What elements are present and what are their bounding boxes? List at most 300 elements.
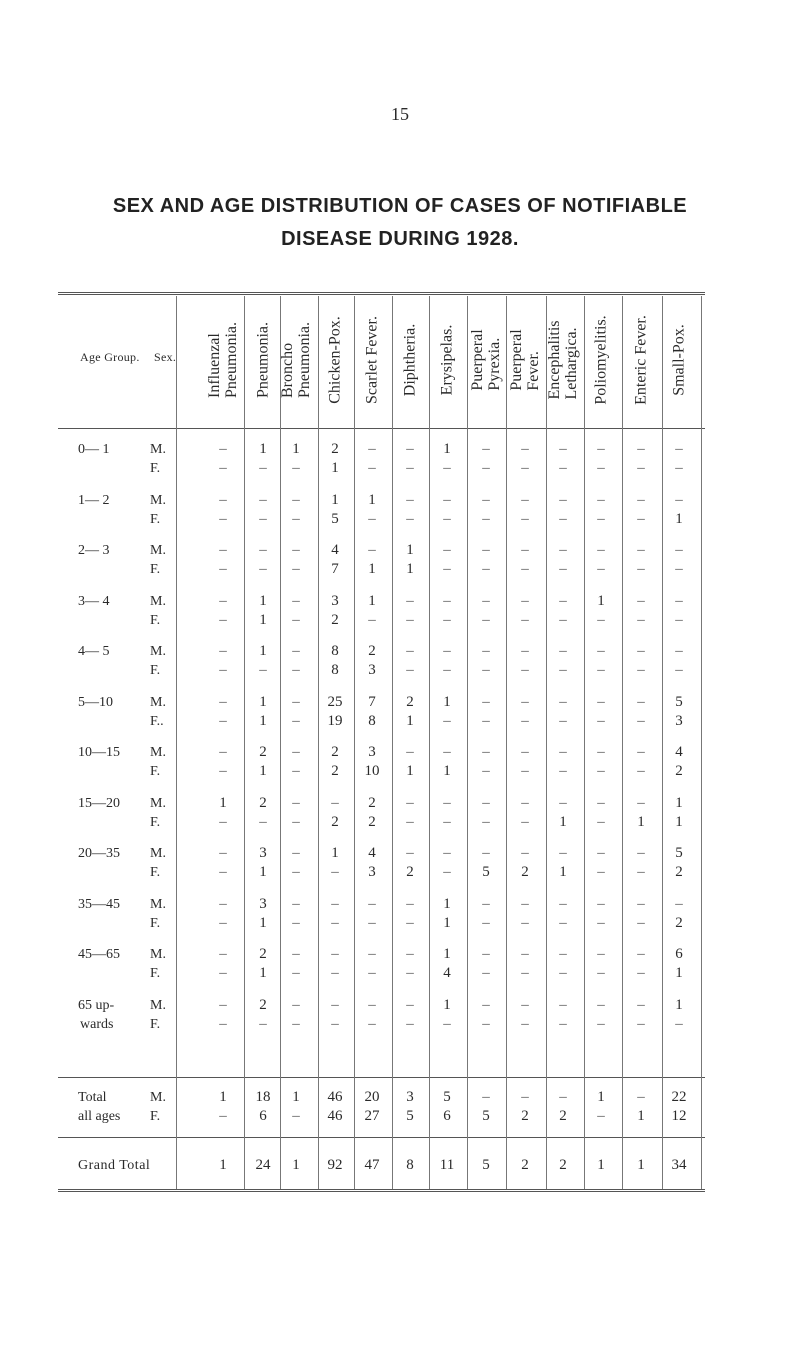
table-cell: – xyxy=(597,510,605,527)
table-cell: – xyxy=(597,996,605,1013)
column-divider xyxy=(429,296,430,1189)
table-cell: – xyxy=(482,460,490,476)
disease-header-label: Small-Pox. xyxy=(670,324,688,396)
table-cell: – xyxy=(292,1015,300,1032)
table-cell: – xyxy=(443,592,451,609)
grand-total-cell: 5 xyxy=(482,1157,490,1173)
table-cell: – xyxy=(597,712,605,729)
table-cell: – xyxy=(482,813,490,830)
total-sex-cell: F. xyxy=(150,1109,161,1124)
table-cell: – xyxy=(292,542,300,558)
table-cell: – xyxy=(675,895,683,912)
table-cell: – xyxy=(443,510,451,527)
grand-total-cell: 2 xyxy=(559,1157,567,1173)
table-cell: – xyxy=(219,965,227,981)
table-cell: – xyxy=(521,510,529,527)
table-cell: – xyxy=(637,460,645,476)
table-cell: – xyxy=(406,744,414,760)
table-cell: – xyxy=(637,611,645,628)
table-cell: 5 xyxy=(482,864,490,880)
table-cell: 2 xyxy=(331,813,339,830)
table-cell: – xyxy=(521,946,529,962)
grand-total-cell: 11 xyxy=(439,1157,455,1173)
column-divider xyxy=(176,296,177,1189)
table-cell: – xyxy=(559,441,567,457)
table-cell: – xyxy=(637,643,645,659)
table-cell: – xyxy=(521,491,529,508)
total-cell: 1 xyxy=(637,1108,645,1124)
total-cell: 5 xyxy=(443,1089,451,1105)
total-cell: 2 xyxy=(521,1108,529,1124)
disease-header xyxy=(278,310,314,410)
sex-cell: M. xyxy=(150,644,166,659)
page-subtitle: DISEASE DURING 1928. xyxy=(281,228,519,250)
table-cell: – xyxy=(482,491,490,508)
table-cell: 1 xyxy=(675,996,683,1013)
sex-cell: F. xyxy=(150,865,161,880)
sex-cell: M. xyxy=(150,997,166,1013)
table-cell: – xyxy=(482,914,490,931)
table-cell: – xyxy=(292,460,300,476)
grand-total-cell: 24 xyxy=(255,1157,271,1173)
sex-cell: F. xyxy=(150,1016,161,1032)
table-cell: 3 xyxy=(675,712,683,729)
disease-header-label: Diphtheria. xyxy=(401,323,419,397)
table-cell: – xyxy=(368,611,376,628)
table-cell: – xyxy=(219,441,227,457)
table-cell: – xyxy=(597,965,605,981)
table-cell: 1 xyxy=(443,693,451,710)
table-cell: – xyxy=(406,965,414,981)
table-cell: – xyxy=(219,611,227,628)
age-group-label: Age Group. xyxy=(80,350,140,364)
table-cell: – xyxy=(406,946,414,962)
disease-header xyxy=(583,310,619,410)
grand-total-cell: 1 xyxy=(219,1157,227,1173)
table-cell: – xyxy=(559,611,567,628)
table-cell: – xyxy=(637,763,645,779)
age-group-cell: 2— 3 xyxy=(78,543,110,558)
table-cell: 2 xyxy=(259,794,267,811)
table-cell: – xyxy=(521,914,529,931)
table-cell: – xyxy=(482,510,490,527)
table-cell: – xyxy=(482,946,490,962)
table-cell: – xyxy=(292,895,300,912)
table-cell: 2 xyxy=(259,996,267,1013)
table-cell: – xyxy=(368,996,376,1013)
sex-cell: F. xyxy=(150,915,161,931)
sex-cell: M. xyxy=(150,947,166,962)
table-cell: – xyxy=(559,914,567,931)
table-cell: – xyxy=(675,460,683,476)
table-cell: 25 xyxy=(327,693,343,710)
table-cell: 1 xyxy=(292,441,300,457)
disease-header xyxy=(392,310,428,410)
disease-header-label: Scarlet Fever. xyxy=(363,316,381,404)
total-cell: 22 xyxy=(671,1089,687,1105)
table-cell: – xyxy=(406,662,414,678)
table-cell: – xyxy=(521,965,529,981)
table-cell: – xyxy=(331,864,339,880)
table-cell: – xyxy=(675,1015,683,1032)
table-cell: – xyxy=(559,460,567,476)
sex-cell: M. xyxy=(150,593,166,609)
table-cell: 1 xyxy=(259,914,267,931)
table-cell: 2 xyxy=(675,864,683,880)
total-cell: 1 xyxy=(597,1089,605,1105)
table-cell: – xyxy=(559,561,567,577)
table-cell: – xyxy=(292,813,300,830)
table-cell: – xyxy=(292,744,300,760)
table-cell: – xyxy=(443,662,451,678)
table-cell: 3 xyxy=(259,845,267,861)
table-cell: – xyxy=(675,662,683,678)
table-cell: 1 xyxy=(443,914,451,931)
table-cell: 8 xyxy=(331,662,339,678)
table-cell: – xyxy=(637,542,645,558)
table-cell: – xyxy=(559,996,567,1013)
disease-header-label: Puerperal Pyrexia. xyxy=(469,329,503,391)
column-divider xyxy=(392,296,393,1189)
table-cell: – xyxy=(443,611,451,628)
column-divider xyxy=(662,296,663,1189)
table-cell: 1 xyxy=(406,542,414,558)
table-cell: 1 xyxy=(331,460,339,476)
table-cell: – xyxy=(443,491,451,508)
table-cell: – xyxy=(331,946,339,962)
table-cell: 3 xyxy=(368,864,376,880)
table-cell: – xyxy=(597,895,605,912)
table-cell: 3 xyxy=(368,744,376,760)
table-cell: – xyxy=(597,794,605,811)
table-bottom-rule-2 xyxy=(58,1191,705,1192)
sex-cell: M. xyxy=(150,795,166,811)
table-cell: – xyxy=(675,643,683,659)
sex-cell: M. xyxy=(150,694,166,710)
table-cell: – xyxy=(559,643,567,659)
table-cell: 2 xyxy=(259,946,267,962)
table-cell: 1 xyxy=(259,965,267,981)
table-cell: 4 xyxy=(443,965,451,981)
table-cell: – xyxy=(675,542,683,558)
table-cell: – xyxy=(637,965,645,981)
table-cell: – xyxy=(521,441,529,457)
table-cell: 1 xyxy=(597,592,605,609)
age-group-cell: 20—35 xyxy=(78,846,120,861)
table-cell: – xyxy=(482,643,490,659)
column-divider xyxy=(546,296,547,1189)
table-cell: – xyxy=(675,441,683,457)
table-cell: – xyxy=(637,845,645,861)
age-group-cell: 1— 2 xyxy=(78,492,110,508)
total-cell: – xyxy=(637,1089,645,1105)
table-cell: – xyxy=(331,895,339,912)
table-cell: 5 xyxy=(331,510,339,527)
table-cell: – xyxy=(482,542,490,558)
sex-cell: F. xyxy=(150,764,161,779)
table-cell: – xyxy=(368,965,376,981)
total-sex-cell: M. xyxy=(150,1090,166,1105)
table-cell: – xyxy=(292,561,300,577)
disease-header xyxy=(468,310,504,410)
table-cell: – xyxy=(259,460,267,476)
age-group-cell: 35—45 xyxy=(78,896,120,912)
table-cell: 1 xyxy=(219,794,227,811)
table-cell: 1 xyxy=(443,946,451,962)
total-cell: 20 xyxy=(364,1089,380,1105)
table-cell: 2 xyxy=(331,441,339,457)
table-cell: 2 xyxy=(406,864,414,880)
table-cell: – xyxy=(559,542,567,558)
table-cell: – xyxy=(406,491,414,508)
table-cell: – xyxy=(443,744,451,760)
table-cell: – xyxy=(559,744,567,760)
table-cell: 2 xyxy=(331,611,339,628)
table-cell: – xyxy=(597,946,605,962)
table-cell: – xyxy=(637,561,645,577)
table-cell: 1 xyxy=(331,845,339,861)
table-cell: – xyxy=(521,662,529,678)
table-cell: – xyxy=(443,845,451,861)
grand-total-cell: 8 xyxy=(406,1157,414,1173)
table-cell: 4 xyxy=(368,845,376,861)
table-cell: – xyxy=(331,996,339,1013)
table-cell: 2 xyxy=(406,693,414,710)
table-cell: – xyxy=(292,965,300,981)
table-cell: – xyxy=(292,643,300,659)
table-cell: – xyxy=(406,611,414,628)
total-cell: – xyxy=(559,1089,567,1105)
column-divider xyxy=(506,296,507,1189)
table-cell: – xyxy=(443,561,451,577)
table-cell: – xyxy=(597,662,605,678)
table-cell: 1 xyxy=(368,491,376,508)
table-cell: – xyxy=(406,510,414,527)
table-cell: – xyxy=(219,510,227,527)
table-cell: – xyxy=(559,693,567,710)
sex-cell: F. xyxy=(150,511,161,527)
table-cell: – xyxy=(482,693,490,710)
total-label: all ages xyxy=(78,1109,121,1124)
table-cell: 1 xyxy=(559,864,567,880)
table-cell: – xyxy=(406,996,414,1013)
disease-header xyxy=(507,310,543,410)
grand-total-cell: 1 xyxy=(637,1157,645,1173)
table-cell: – xyxy=(259,491,267,508)
table-cell: – xyxy=(559,763,567,779)
table-cell: – xyxy=(637,441,645,457)
table-cell: – xyxy=(406,794,414,811)
table-cell: – xyxy=(219,561,227,577)
total-cell: 12 xyxy=(671,1108,687,1124)
table-cell: – xyxy=(521,643,529,659)
disease-header xyxy=(623,310,659,410)
disease-header-label: Pneumonia. xyxy=(254,322,272,398)
table-cell: – xyxy=(675,592,683,609)
table-cell: – xyxy=(597,845,605,861)
table-cell: – xyxy=(559,712,567,729)
table-cell: – xyxy=(292,914,300,931)
table-cell: – xyxy=(637,864,645,880)
table-cell: – xyxy=(559,510,567,527)
table-cell: 1 xyxy=(637,813,645,830)
table-cell: – xyxy=(521,611,529,628)
table-cell: 2 xyxy=(331,763,339,779)
table-cell: 1 xyxy=(675,813,683,830)
table-cell: 1 xyxy=(443,895,451,912)
table-cell: – xyxy=(559,1015,567,1032)
disease-header-label: Influenzal Pneumonia. xyxy=(206,322,240,398)
table-cell: – xyxy=(368,460,376,476)
table-top-rule xyxy=(58,292,705,293)
table-cell: 1 xyxy=(443,763,451,779)
table-cell: 1 xyxy=(406,712,414,729)
table-cell: – xyxy=(521,763,529,779)
table-cell: – xyxy=(219,845,227,861)
total-cell: – xyxy=(482,1089,490,1105)
table-cell: – xyxy=(219,864,227,880)
column-divider xyxy=(280,296,281,1189)
table-cell: 1 xyxy=(368,592,376,609)
table-cell: – xyxy=(368,510,376,527)
table-cell: – xyxy=(597,643,605,659)
table-cell: – xyxy=(292,491,300,508)
table-cell: 1 xyxy=(443,441,451,457)
table-cell: – xyxy=(368,542,376,558)
table-cell: – xyxy=(219,1015,227,1032)
table-cell: – xyxy=(597,561,605,577)
total-cell: 3 xyxy=(406,1089,414,1105)
table-cell: 1 xyxy=(443,996,451,1013)
table-cell: – xyxy=(292,946,300,962)
table-cell: – xyxy=(331,965,339,981)
table-cell: – xyxy=(482,744,490,760)
table-cell: – xyxy=(637,914,645,931)
table-cell: – xyxy=(443,542,451,558)
table-cell: – xyxy=(443,794,451,811)
disease-header xyxy=(429,310,465,410)
table-cell: 1 xyxy=(406,763,414,779)
table-cell: – xyxy=(521,895,529,912)
total-cell: 5 xyxy=(406,1108,414,1124)
table-cell: – xyxy=(331,1015,339,1032)
table-cell: 1 xyxy=(259,592,267,609)
sex-cell: F. xyxy=(150,461,161,476)
table-cell: 1 xyxy=(259,712,267,729)
table-cell: – xyxy=(597,914,605,931)
table-cell: – xyxy=(219,712,227,729)
table-cell: – xyxy=(292,864,300,880)
total-cell: 46 xyxy=(327,1108,343,1124)
sex-cell: F. xyxy=(150,663,161,678)
total-cell: 18 xyxy=(255,1089,271,1105)
disease-header-label: Chicken-Pox. xyxy=(326,316,344,404)
table-cell: – xyxy=(368,441,376,457)
disease-header-label: Broncho Pneumonia. xyxy=(279,322,313,398)
table-cell: – xyxy=(559,491,567,508)
age-group-cell: 15—20 xyxy=(78,795,120,811)
table-cell: 2 xyxy=(368,813,376,830)
table-cell: – xyxy=(219,460,227,476)
table-cell: – xyxy=(559,895,567,912)
age-group-cell: 5—10 xyxy=(78,694,113,710)
table-cell: 6 xyxy=(675,946,683,962)
disease-header xyxy=(317,310,353,410)
table-cell: 8 xyxy=(368,712,376,729)
total-cell: 27 xyxy=(364,1108,380,1124)
table-cell: – xyxy=(368,1015,376,1032)
table-cell: – xyxy=(521,1015,529,1032)
age-group-cell: wards xyxy=(80,1016,114,1032)
table-cell: – xyxy=(521,693,529,710)
disease-header-label: Poliomyelitis. xyxy=(592,315,610,405)
page-number: 15 xyxy=(391,104,409,124)
table-cell: – xyxy=(368,914,376,931)
table-cell: – xyxy=(219,643,227,659)
age-group-cell: 45—65 xyxy=(78,947,120,962)
table-cell: – xyxy=(559,794,567,811)
table-cell: – xyxy=(521,542,529,558)
table-cell: – xyxy=(521,845,529,861)
header-bottom-rule xyxy=(58,428,705,429)
table-cell: – xyxy=(637,693,645,710)
total-cell: – xyxy=(292,1108,300,1124)
table-cell: – xyxy=(219,542,227,558)
table-cell: – xyxy=(637,946,645,962)
table-cell: – xyxy=(482,1015,490,1032)
total-cell: 5 xyxy=(482,1108,490,1124)
sex-header xyxy=(154,350,176,365)
table-cell: – xyxy=(482,965,490,981)
table-cell: 1 xyxy=(675,965,683,981)
sex-cell: M. xyxy=(150,543,166,558)
table-cell: – xyxy=(292,712,300,729)
table-cell: – xyxy=(637,491,645,508)
total-cell: – xyxy=(521,1089,529,1105)
sex-cell: M. xyxy=(150,745,166,760)
table-cell: – xyxy=(637,712,645,729)
total-cell: 1 xyxy=(292,1089,300,1105)
grand-total-cell: 34 xyxy=(671,1157,687,1173)
age-group-cell: 0— 1 xyxy=(78,442,110,457)
table-cell: 2 xyxy=(368,643,376,659)
sex-cell: F. xyxy=(150,562,161,577)
table-cell: – xyxy=(292,794,300,811)
total-cell: 6 xyxy=(443,1108,451,1124)
table-cell: – xyxy=(597,864,605,880)
sex-cell: M. xyxy=(150,492,166,508)
table-cell: – xyxy=(521,996,529,1013)
disease-header-label: Erysipelas. xyxy=(438,324,456,396)
table-cell: – xyxy=(443,813,451,830)
grand-total-cell: 2 xyxy=(521,1157,529,1173)
table-cell: – xyxy=(406,643,414,659)
table-cell: – xyxy=(482,441,490,457)
table-cell: – xyxy=(637,996,645,1013)
table-cell: – xyxy=(219,662,227,678)
table-cell: 1 xyxy=(331,491,339,508)
table-cell: – xyxy=(219,914,227,931)
table-cell: 3 xyxy=(259,895,267,912)
column-divider xyxy=(244,296,245,1189)
table-cell: – xyxy=(637,510,645,527)
table-cell: – xyxy=(292,592,300,609)
table-cell: 4 xyxy=(331,542,339,558)
sex-cell: M. xyxy=(150,846,166,861)
table-cell: – xyxy=(482,662,490,678)
table-cell: – xyxy=(521,712,529,729)
table-cell: – xyxy=(559,662,567,678)
